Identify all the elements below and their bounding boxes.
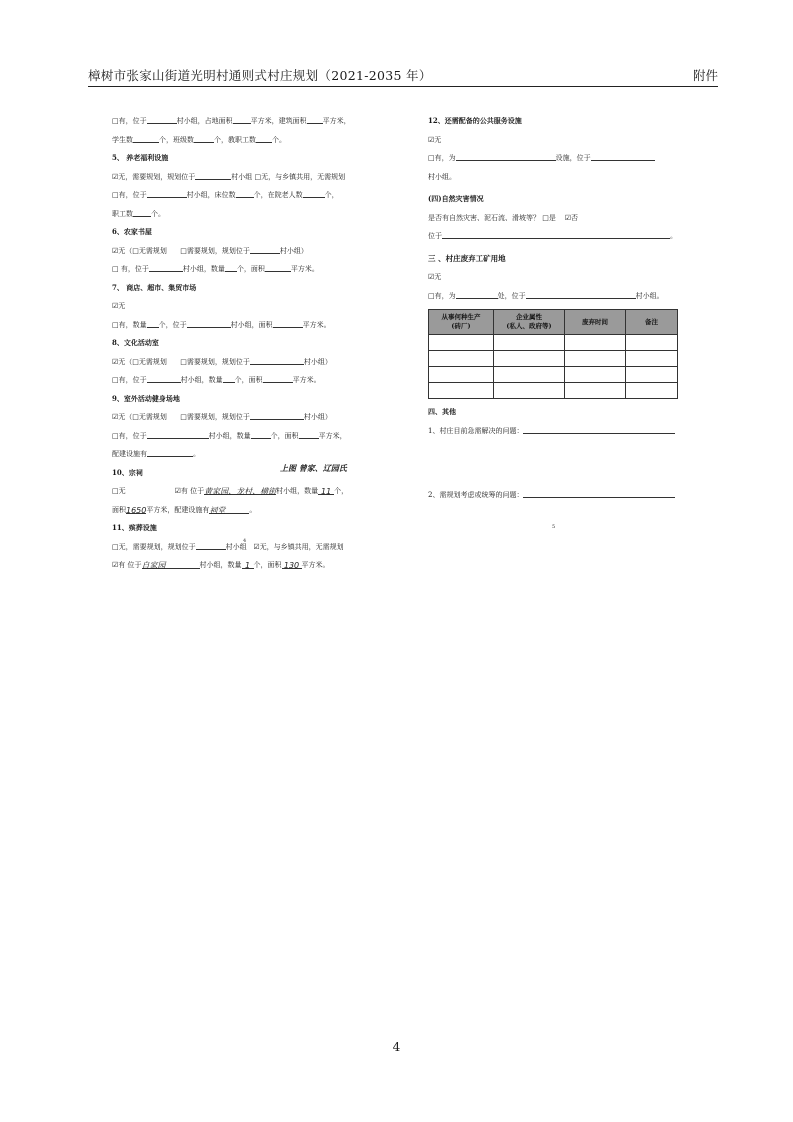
header-appendix-label: 附件 — [692, 68, 718, 83]
section-culture-room: 8、文化活动室 — [112, 338, 159, 347]
table-row — [429, 335, 678, 351]
table-header-row — [429, 310, 678, 335]
right-column — [428, 112, 683, 505]
section-shops-markets: 7、 商店、超市、集贸市场 — [112, 282, 197, 292]
school-line-2: 学生数 个，班级数 个，教职工数 个。 — [112, 131, 362, 150]
services-line-3: 村小组。 — [428, 172, 456, 181]
handwritten-hall-facilities: 祠堂 — [209, 502, 249, 514]
elderly-line-1: ☑无，需要规划，规划位于 村小组 □无，与乡镇共用，无需规划 — [112, 168, 362, 187]
shops-line-1: ☑无 — [112, 302, 126, 310]
fitness-line-2: □有，位于 村小组，数量 个，面积 平方米， — [112, 427, 362, 446]
table-header-abandon-time: 废弃时间 — [565, 310, 626, 335]
handwritten-funeral-location: 自家园 — [142, 557, 200, 569]
school-line-1: □有，位于 村小组，占地面积 平方米，建筑面积 平方米， — [112, 112, 362, 131]
section-funeral-facilities: 11、殡葬设施 — [112, 523, 157, 532]
page-number: 4 — [392, 1040, 401, 1054]
page-header — [88, 66, 718, 87]
question-1-line: 1、村庄目前急需解决的问题： — [428, 422, 683, 441]
funeral-line-1: □无，需要规划，规划位于 村小组 ☑无，与乡镇共用，无需规划 — [112, 538, 362, 557]
scan-page-number-left: 4 — [243, 538, 247, 544]
abandoned-mining-table — [428, 309, 678, 399]
handwritten-funeral-area: 130 — [282, 557, 302, 569]
elderly-line-3: 职工数 个。 — [112, 205, 362, 224]
table-header-production: 从事何种生产 (砖厂) — [429, 310, 494, 335]
elderly-line-2: □有，位于 村小组，床位数 个，在院老人数 个， — [112, 186, 362, 205]
scan-page-number-right: 5 — [552, 524, 556, 530]
disaster-line-1: 是否有自然灾害、泥石流、滑坡等？ □是 ☑否 — [428, 213, 579, 222]
mining-line-2: □有，为 处，位于 村小组。 — [428, 287, 683, 306]
table-row — [429, 383, 678, 399]
culture-line-1: ☑无（□无需规划 □需要规划，规划位于 村小组） — [112, 353, 362, 372]
handwritten-funeral-count: 1 — [242, 557, 254, 569]
library-line-1: ☑无（□无需规划 □需要规划，规划位于 村小组） — [112, 242, 362, 261]
section-other-public-services: 12、还需配备的公共服务设施 — [428, 116, 522, 125]
left-column — [112, 112, 362, 575]
services-line-2: □有，为 设施，位于 — [428, 149, 683, 168]
section-elderly-welfare: 5、 养老福利设施 — [112, 153, 169, 162]
section-ancestral-hall: 10、宗祠 上图 曾家、辽园氏 — [112, 464, 362, 483]
table-row — [429, 351, 678, 367]
handwritten-hall-area: 1650 — [126, 502, 146, 514]
fitness-line-3: 配建设施有 。 — [112, 445, 362, 464]
section-natural-disasters: (四)自然灾害情况 — [428, 194, 484, 203]
table-header-remarks: 备注 — [626, 310, 678, 335]
section-other: 四、其他 — [428, 407, 456, 416]
mining-line-1: ☑无 — [428, 273, 442, 281]
disaster-line-2: 位于 。 — [428, 227, 683, 246]
services-line-1: ☑无 — [428, 135, 442, 144]
shops-line-2: □有，数量 个，位于 村小组，面积 平方米。 — [112, 316, 362, 335]
section-outdoor-fitness: 9、室外活动健身场地 — [112, 393, 180, 403]
hall-line-1: □无 ☑有 位于黄家园、龙村、横街村小组，数量 11 个， — [112, 482, 362, 501]
header-title: 樟树市张家山街道光明村通则式村庄规划（2021-2035 年） — [88, 68, 432, 83]
hall-line-2: 面积1650平方米，配建设施有祠堂 。 — [112, 501, 362, 520]
library-line-2: □ 有，位于 村小组，数量 个，面积 平方米。 — [112, 260, 362, 279]
table-row — [429, 367, 678, 383]
handwritten-hall-location: 黄家园、龙村、横街 — [204, 483, 276, 495]
handwritten-note-top: 上图 曾家、辽园氏 — [280, 463, 347, 473]
culture-line-2: □有，位于 村小组，数量 个，面积 平方米。 — [112, 371, 362, 390]
handwritten-hall-count: 11 — [318, 483, 334, 495]
table-header-enterprise: 企业属性 (私人、政府等) — [494, 310, 565, 335]
funeral-line-2: ☑有 位于自家园 村小组，数量 1 个，面积 130 平方米。 — [112, 556, 362, 575]
section-abandoned-mining-land: 三 、村庄废弃工矿用地 — [428, 253, 506, 263]
question-2-line: 2、需规划考虑或统筹的问题： — [428, 486, 683, 505]
fitness-line-1: ☑无（□无需规划 □需要规划，规划位于 村小组） — [112, 408, 362, 427]
section-farmhouse-library: 6、农家书屋 — [112, 227, 152, 236]
